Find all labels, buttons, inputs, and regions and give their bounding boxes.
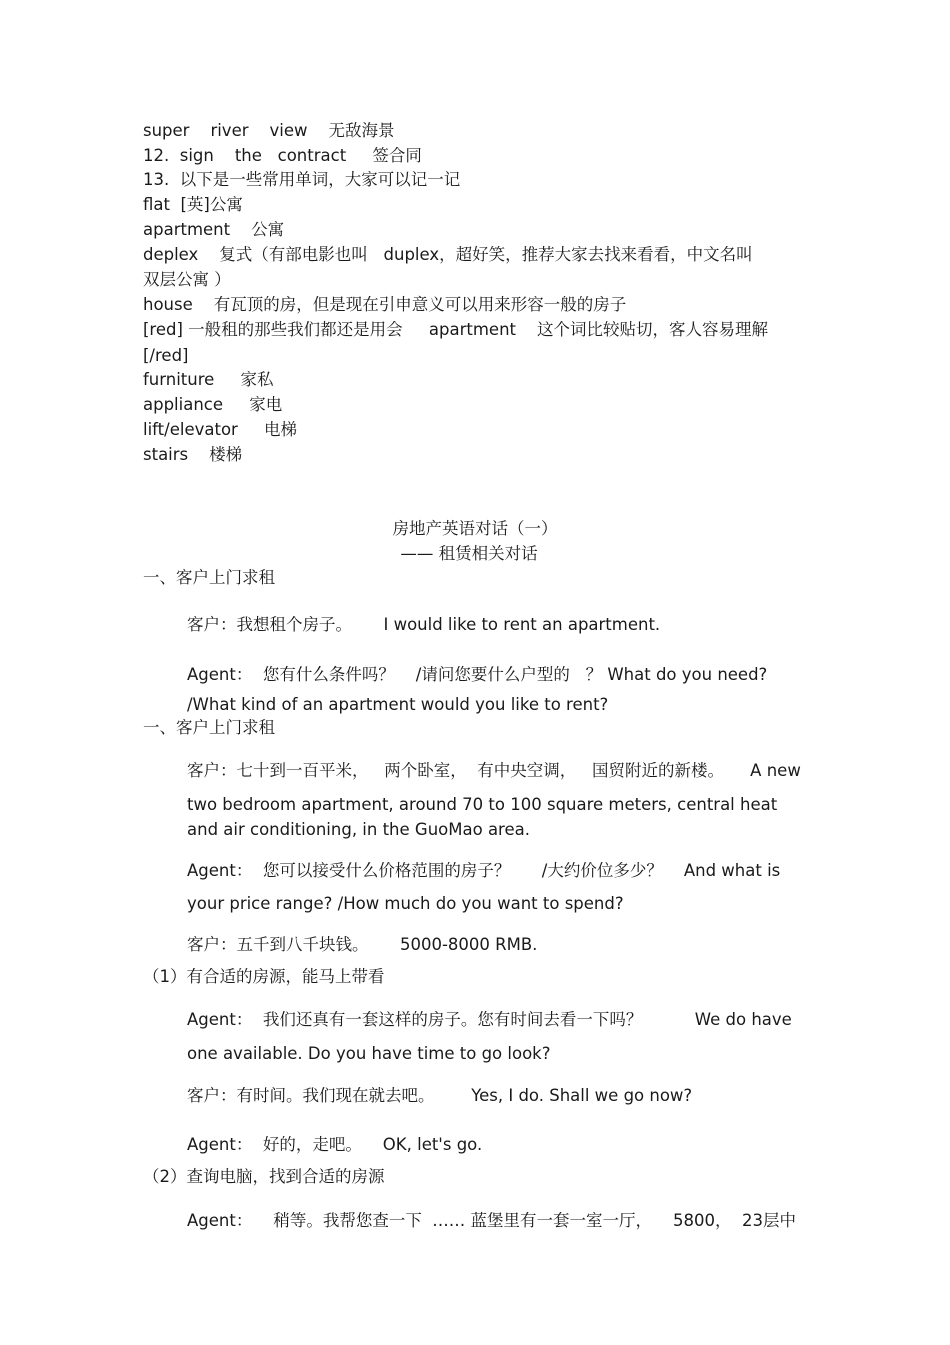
dialogue-line: Agent： 稍等。我帮您查一下 …… 蓝堡里有一套一室一厅， 5800， 23层中 xyxy=(187,1211,797,1230)
vocab-line: apartment 公寓 xyxy=(143,220,285,239)
vocab-line: appliance 家电 xyxy=(143,395,283,414)
vocab-line: flat [英]公寓 xyxy=(143,195,243,214)
dialogue-line: your price range? /How much do you want to spend? xyxy=(187,894,624,913)
dialogue-line: Agent： 您可以接受什么价格范围的房子？ /大约价位多少？ And what is xyxy=(187,861,781,880)
dialogue-line: one available. Do you have time to go look? xyxy=(187,1044,551,1063)
vocab-line: lift/elevator 电梯 xyxy=(143,420,298,439)
vocab-line: 12. sign the contract 签合同 xyxy=(143,146,422,165)
dialogue-line: /What kind of an apartment would you like to rent? xyxy=(187,695,609,714)
dialogue-line: Agent： 您有什么条件吗？ /请问您要什么户型的 ？ What do you need? xyxy=(187,665,768,684)
dialogue-line: 客户：七十到一百平米， 两个卧室， 有中央空调， 国贸附近的新楼。 A new xyxy=(187,761,801,780)
vocab-line: super river view 无敌海景 xyxy=(143,121,395,140)
dialogue-line: two bedroom apartment, around 70 to 100 square meters, central heat xyxy=(187,795,778,814)
vocab-line: deplex 复式（有部电影也叫 duplex，超好笑，推荐大家去找来看看，中文名叫 xyxy=(143,245,753,264)
vocab-line: [/red] xyxy=(143,346,189,365)
dialogue-line: Agent： 好的，走吧。 OK, let's go. xyxy=(187,1135,483,1154)
subsection-heading: （1）有合适的房源，能马上带看 xyxy=(143,967,385,986)
section-heading: 一、客户上门求租 xyxy=(143,718,275,737)
dialogue-subtitle: —— 租赁相关对话 xyxy=(400,544,538,563)
subsection-heading: （2）查询电脑，找到合适的房源 xyxy=(143,1167,385,1186)
vocab-line: stairs 楼梯 xyxy=(143,445,243,464)
vocab-line: furniture 家私 xyxy=(143,370,274,389)
vocab-line: 13. 以下是一些常用单词，大家可以记一记 xyxy=(143,170,461,189)
vocab-line: 双层公寓 ） xyxy=(143,270,231,289)
vocab-line: [red] 一般租的那些我们都还是用会 apartment 这个词比较贴切，客人容易理解 xyxy=(143,320,768,339)
dialogue-line: Agent： 我们还真有一套这样的房子。您有时间去看一下吗？ We do have xyxy=(187,1010,792,1029)
dialogue-title: 房地产英语对话（一） xyxy=(392,519,558,538)
dialogue-line: 客户：五千到八千块钱。 5000-8000 RMB. xyxy=(187,935,538,954)
dialogue-line: and air conditioning, in the GuoMao area. xyxy=(187,820,530,839)
dialogue-line: 客户：有时间。我们现在就去吧。 Yes, I do. Shall we go now? xyxy=(187,1086,693,1105)
vocab-line: house 有瓦顶的房，但是现在引申意义可以用来形容一般的房子 xyxy=(143,295,627,314)
section-heading: 一、客户上门求租 xyxy=(143,568,275,587)
dialogue-line: 客户：我想租个房子。 I would like to rent an apartment. xyxy=(187,615,661,634)
